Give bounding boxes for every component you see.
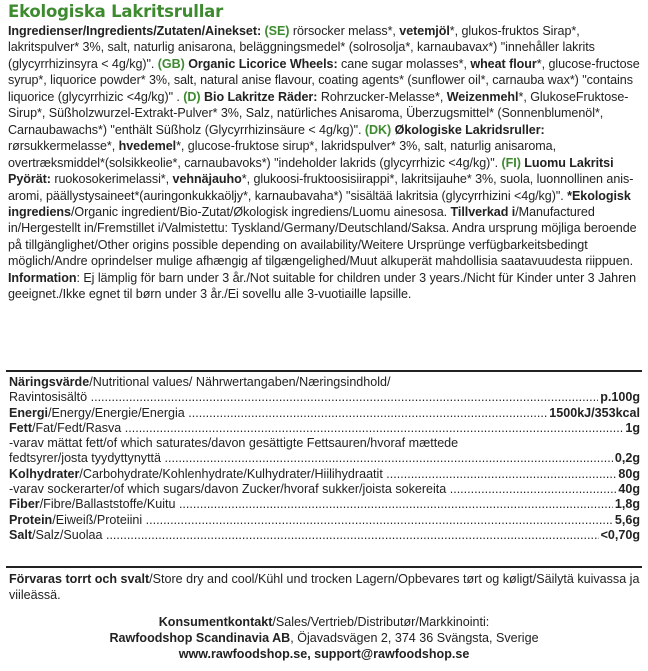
storage-instructions <box>9 571 640 603</box>
allergen-fi: vehnäjauho <box>172 172 242 187</box>
allergen-de: Weizenmehl <box>446 89 519 104</box>
information-label: Information <box>8 270 77 285</box>
nutrition-row-per <box>9 390 640 405</box>
product-name-fi: Luomu Lakritsi Pyörät: <box>8 155 614 187</box>
lang-tag-fi: (FI) <box>501 155 521 170</box>
nutrition-row <box>9 406 640 421</box>
nutrition-row-label <box>9 528 599 543</box>
allergen-dk: hvedemel <box>118 139 177 154</box>
contact-line-1 <box>0 614 648 630</box>
nutrient-name: Salt <box>9 527 33 542</box>
nutrition-header-fi: Ravintosisältö ..... <box>9 390 598 405</box>
nutrient-translations: /Fat/Fedt/Rasva <box>32 420 122 435</box>
contact-web-email[interactable]: www.rawfoodshop.se, support@rawfoodshop.se <box>178 647 470 662</box>
nutrition-rows <box>9 406 640 544</box>
lang-tag-dk: (DK) <box>364 122 392 137</box>
nutrient-value: 1500kJ/353kcal <box>549 405 640 420</box>
nutrition-row-label <box>9 497 613 512</box>
nutrient-value: 1g <box>625 420 640 435</box>
nutrient-name: Fett <box>9 420 32 435</box>
ingredients-gb-text: cane sugar molasses*, <box>337 56 471 71</box>
allergen-gb: wheat flour <box>470 56 537 71</box>
nutrient-translations: -varav mättat fett/of which saturates/davon gesättigte Fettsauren/hvoraf mættede <box>9 436 459 451</box>
nutrition-row <box>9 421 640 436</box>
nutrient-name: Energi <box>9 405 49 420</box>
nutrition-per-value: p.100g <box>600 390 640 405</box>
nutrient-translations: /Fibre/Ballaststoffe/Kuitu <box>39 497 176 512</box>
ingredients-se-text-2: *, glukos-fruktos Sirap*, lakritspulver* 3%, salt, naturlig anisarona, beläggningsmedel* (solrosolja*, karnaubavax*) "innehåller lakrits (glycyrrhizinsyra < 4g/kg)". <box>8 24 595 71</box>
information-text: : Ej lämplig för barn under 3 år./Not suitable for children under 3 years./Nicht für Kinder unter 3 Jahren geeignet./Ikke egnet til børn under 3 år./Ei sovellu alle 3-vuotiaille lapsille. <box>8 270 637 302</box>
nutrition-row-label <box>9 436 458 450</box>
ingredients-dk-text: rørsukkermelasse*, <box>8 139 119 154</box>
ingredients-de-text-2: *, GlukoseFruktose-Sirup*, Süßholzwurzel-Extrakt-Pulver* 3%, Salz, natürliches Anisaroma, Überzugsmittel* (Sonnenblumenöl*, Carnaubawachs*) "enthält Süßholz (Glycyrrhizinsäure < 4g/kg)". <box>8 89 629 137</box>
origin-text: /Manufactured in/Hergestellt in/Fremstillet i/Valmistettu: Tyskland/Germany/Deutschland/Saksa. Andra ursprung möjliga beroende på tillgänglighet/Other origins possible depending on availability/Weitere Ursprünge verfügbarkeitsbedingt möglich/Andre oprindelser mulige afhængig af tilgængelighed/Muut alkuperät mahdollisia saatavuudesta riippuen. <box>8 204 637 269</box>
company-name: Rawfoodshop Scandinavia AB <box>109 631 291 646</box>
storage-label: Förvaras torrt och svalt <box>9 572 150 586</box>
organic-note-text: /Organic ingredient/Bio-Zutat/Økologisk ingrediens/Luomu ainesosa. <box>70 204 451 219</box>
nutrition-row <box>9 482 640 497</box>
nutrient-translations: /Eiweiß/Proteiini <box>52 512 143 527</box>
nutrient-value: 80g <box>618 466 640 481</box>
ingredients-se-text: rörsocker melass*, <box>289 24 400 38</box>
lang-tag-gb: (GB) <box>157 56 185 71</box>
nutrient-value: 0,2g <box>614 451 640 466</box>
nutrient-value: <0,70g <box>600 527 640 542</box>
nutrition-row-label <box>9 513 613 528</box>
lang-tag-de: (D) <box>183 89 201 104</box>
nutrient-value: 5,6g <box>614 512 640 527</box>
storage-text: /Store dry and cool/Kühl und trocken Lagern/Opbevares tørt og køligt/Säilytä kuivassa ja viileässä. <box>9 572 640 602</box>
nutrition-row <box>9 513 640 528</box>
nutrient-value: 40g <box>618 482 640 497</box>
nutrient-translations: /Carbohydrate/Kohlenhydrate/Kulhydrater/Hiilihydraatit <box>79 466 383 481</box>
allergen-se: vetemjöl <box>399 24 450 38</box>
nutrient-name: Fiber <box>9 497 40 512</box>
nutrient-name: Kolhydrater <box>9 466 80 481</box>
nutrition-header <box>9 375 640 390</box>
nutrient-value: 1,8g <box>614 497 640 512</box>
company-address: , Öjavadsvägen 2, 374 36 Svängsta, Sverige <box>290 631 539 646</box>
nutrient-translations: -varav sockerarter/of which sugars/davon Zucker/hvoraf sukker/joista sokereita <box>9 482 447 497</box>
nutrition-row <box>9 467 640 482</box>
nutrient-translations: fedtsyrer/josta tyydyttynyttä <box>9 451 162 466</box>
ingredients-de-text: Rohrzucker-Melasse*, <box>317 89 447 104</box>
divider-bottom <box>6 566 642 568</box>
nutrition-row-label <box>9 482 616 497</box>
nutrition-row <box>9 436 640 451</box>
lang-tag-se: (SE) <box>264 24 290 38</box>
product-name-de: Bio Lakritze Räder: <box>200 89 318 104</box>
ingredients-block <box>8 23 640 303</box>
ingredients-fi-text-2: *, glukoosi-fruktoosisiirappi*, lakritsijauhe* 3%, suola, luonnollinen anis-aromi, päällystysaineet*(auringonkukkaöljy*, karnaubavaha*) "sisältää lakritsia (glycyrrhizini <4g/kg)". <box>8 172 634 203</box>
organic-note-label: *Ekologisk ingrediens <box>8 188 631 219</box>
nutrition-table <box>9 375 640 543</box>
ingredients-gb-text-2: *, glucose-fructose syrup*, liquorice powder* 3%, salt, natural anise flavour, coating agents* (sunflower oil*, carnauba wax*) "contains liquorice (glycyrrhizic <4g/kg)" . <box>8 56 640 104</box>
nutrition-header-label: Näringsvärde <box>9 375 90 389</box>
divider-top <box>6 370 642 372</box>
nutrition-row-label <box>9 406 547 421</box>
nutrient-name: Protein <box>9 512 53 527</box>
nutrition-row <box>9 528 640 543</box>
origin-label: Tillverkad i <box>450 204 516 219</box>
nutrition-row-label <box>9 451 613 466</box>
contact-roles: /Sales/Vertrieb/Distributør/Markkinointi: <box>272 615 490 629</box>
nutrition-header-languages: /Nutritional values/ Nährwertangaben/Næringsindhold/ <box>89 375 391 389</box>
nutrition-row <box>9 451 640 466</box>
contact-label: Konsumentkontakt <box>158 615 273 629</box>
product-title: Ekologiska Lakritsrullar <box>8 2 224 21</box>
nutrient-translations: /Salz/Suolaa <box>32 527 103 542</box>
consumer-contact <box>0 614 648 663</box>
nutrition-row-label <box>9 421 623 436</box>
contact-line-2 <box>0 630 648 646</box>
nutrition-row <box>9 497 640 512</box>
product-name-dk: Økologiske Lakridsruller: <box>391 122 545 137</box>
ingredients-header: Ingredienser/Ingredients/Zutaten/Ainekset: <box>8 24 262 38</box>
ingredients-fi-text: ruokosokerimelassi*, <box>50 172 173 187</box>
product-name-gb: Organic Licorice Wheels: <box>184 56 338 71</box>
nutrition-row-label <box>9 467 616 482</box>
nutrient-translations: /Energy/Energie/Energia <box>48 405 185 420</box>
ingredients-dk-text-2: *, glucose-fruktose sirup*, lakridspulver* 3%, salt, naturlig anisaroma, overtræksmiddel*(solsikkeolie*, carnaubavoks*) "indeholder lakrids (glycyrrhizic <4g/kg)". <box>8 139 557 170</box>
contact-line-3 <box>0 646 648 662</box>
